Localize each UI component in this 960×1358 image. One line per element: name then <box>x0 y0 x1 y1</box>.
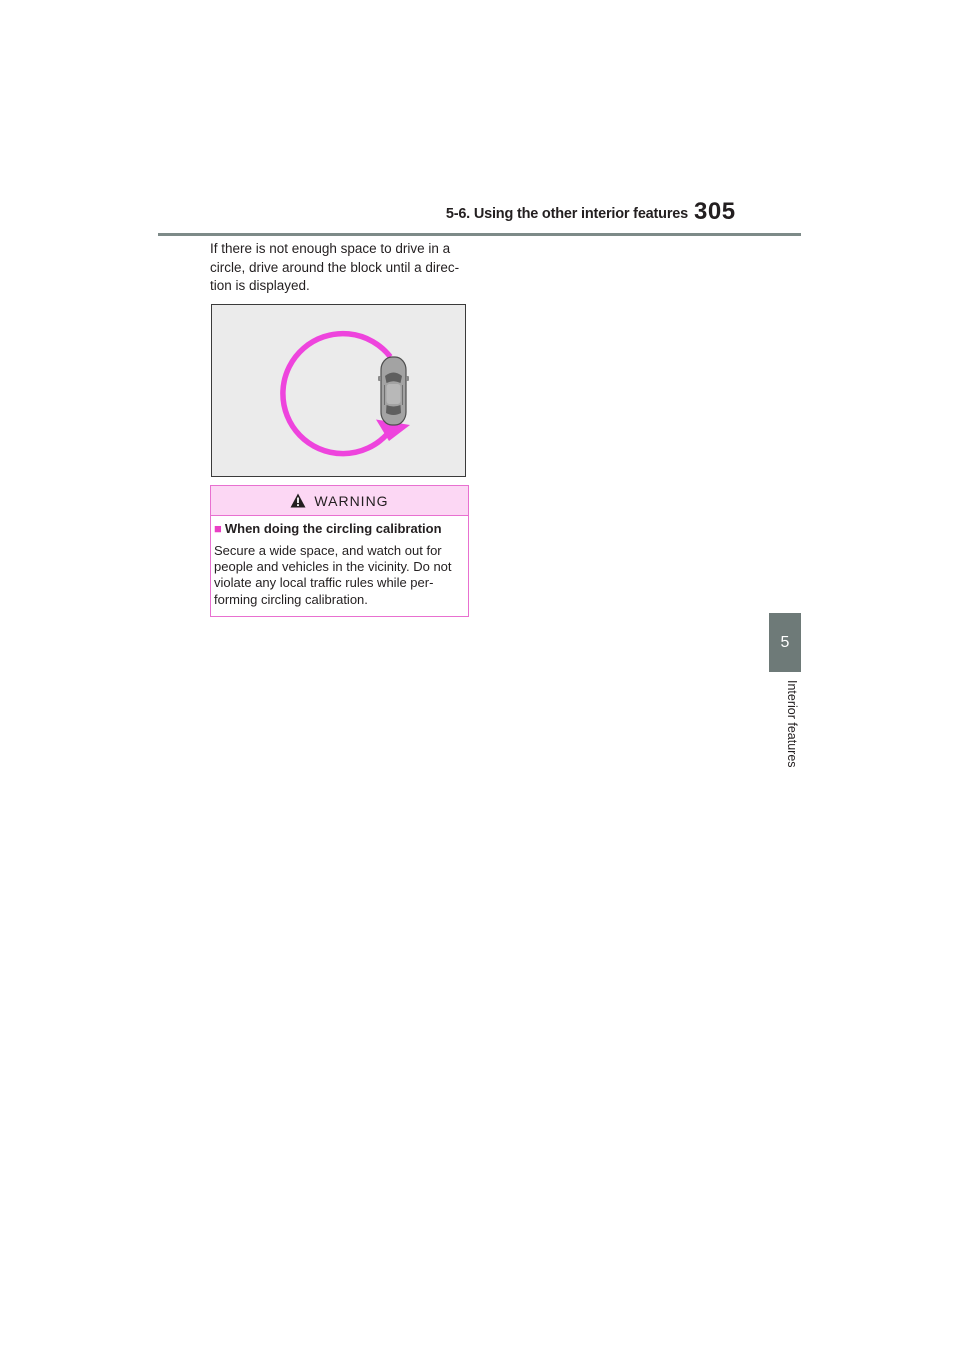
warning-box <box>210 485 469 617</box>
warning-line: Secure a wide space, and watch out for <box>214 543 442 558</box>
chapter-tab <box>769 613 801 672</box>
intro-line: tion is displayed. <box>210 278 310 293</box>
chapter-number: 5 <box>780 633 790 651</box>
intro-paragraph <box>210 240 472 296</box>
warning-subheading <box>214 521 442 536</box>
intro-line: If there is not enough space to drive in a <box>210 241 451 256</box>
warning-subheading-text: When doing the circling calibration <box>224 521 442 536</box>
warning-line: violate any local traffic rules while per- <box>214 575 434 591</box>
page-number: 305 <box>694 198 736 225</box>
warning-body <box>214 543 466 608</box>
circling-diagram <box>212 305 465 476</box>
warning-triangle-icon <box>290 493 306 508</box>
car-icon <box>378 357 409 425</box>
square-bullet-icon: ■ <box>214 521 222 536</box>
circular-arrow-path <box>283 334 390 454</box>
circling-calibration-illustration <box>211 304 466 477</box>
section-title: 5-6. Using the other interior features <box>445 206 688 222</box>
warning-header <box>211 486 468 516</box>
warning-title: WARNING <box>314 492 389 509</box>
warning-line: people and vehicles in the vicinity. Do not <box>214 559 452 575</box>
header-divider <box>158 233 801 236</box>
intro-line: circle, drive around the block until a direc- <box>210 259 460 275</box>
warning-line: forming circling calibration. <box>214 591 368 607</box>
chapter-label: Interior features <box>785 680 799 768</box>
